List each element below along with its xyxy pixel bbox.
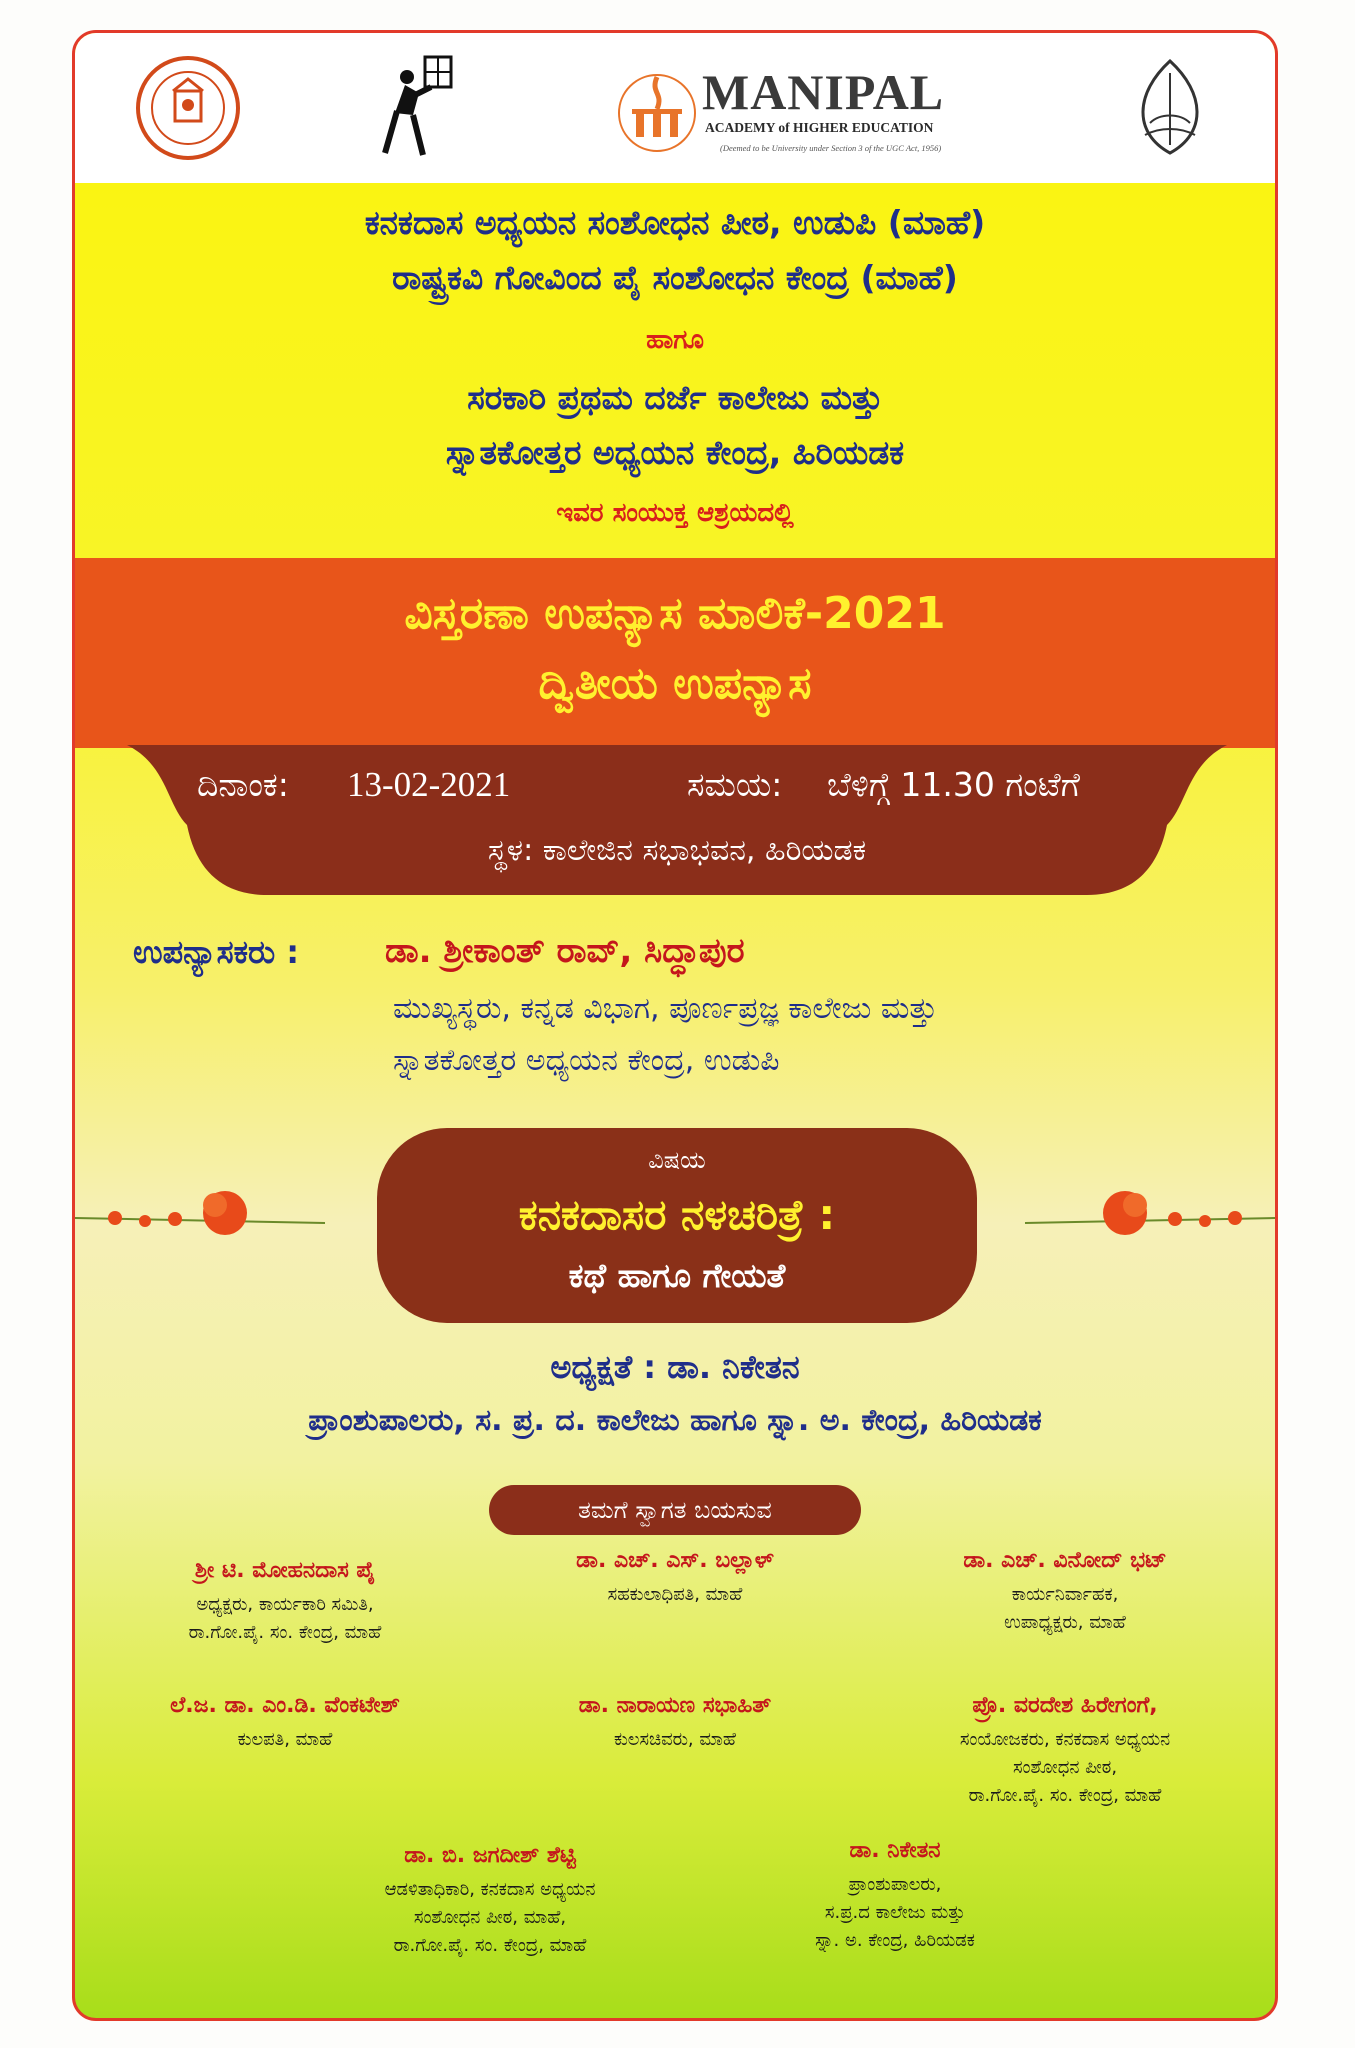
host-desig: ಸಂಶೋಧನ ಪೀಠ, <box>1012 1757 1118 1778</box>
series-title: ವಿಸ್ತರಣಾ ಉಪನ್ಯಾಸ ಮಾಲಿಕೆ-2021 <box>404 588 946 639</box>
speaker-name: ಡಾ. ಶ್ರೀಕಾಂತ್ ರಾವ್, ಸಿದ್ಧಾಪುರ <box>385 931 745 971</box>
organizer-line-4: ಸ್ನಾತಕೋತ್ತರ ಅಧ್ಯಯನ ಕೇಂದ್ರ, ಹಿರಿಯಡಕ <box>445 433 905 472</box>
host-desig: ಪ್ರಾಂಶುಪಾಲರು, <box>848 1874 942 1895</box>
manipal-tagline: (Deemed to be University under Section 3 of the UGC Act, 1956) <box>720 143 942 153</box>
time-label: ಸಮಯ: <box>687 765 783 804</box>
kanakadasa-peetha-seal-icon <box>133 53 243 163</box>
host-desig: ರಾ.ಗೋ.ಪೈ. ಸಂ. ಕೇಂದ್ರ, ಮಾಹೆ <box>968 1785 1162 1806</box>
schedule-box <box>127 745 1227 895</box>
host-desig: ಕುಲಪತಿ, ಮಾಹೆ <box>237 1729 333 1750</box>
host-desig: ಕಾರ್ಯನಿರ್ವಾಹಕ, <box>1011 1584 1119 1605</box>
host-desig: ಅಧ್ಯಕ್ಷರು, ಕಾರ್ಯಕಾರಿ ಸಮಿತಿ, <box>196 1594 374 1615</box>
series-band <box>75 558 1275 748</box>
manipal-emblem-icon <box>610 63 705 158</box>
speaker-designation-1: ಮುಖ್ಯಸ್ಥರು, ಕನ್ನಡ ವಿಭಾಗ, ಪೂರ್ಣಪ್ರಜ್ಞ ಕಾಲೇಜು ಮತ್ತು <box>393 991 938 1026</box>
manipal-subtitle: ACADEMY of HIGHER EDUCATION <box>705 120 934 135</box>
organizer-line-1: ಕನಕದಾಸ ಅಧ್ಯಯನ ಸಂಶೋಧನ ಪೀಠ, ಉಡುಪಿ (ಮಾಹೆ) <box>364 203 986 242</box>
topic-title: ಕನಕದಾಸರ ನಳಚರಿತ್ರೆ : <box>518 1190 836 1239</box>
right-flower-decoration-icon <box>975 1173 1275 1253</box>
host-card <box>495 1693 855 1754</box>
lecture-number: ದ್ವಿತೀಯ ಉಪನ್ಯಾಸ <box>538 658 812 709</box>
host-desig: ಆಡಳಿತಾಧಿಕಾರಿ, ಕನಕದಾಸ ಅಧ್ಯಯನ <box>384 1879 596 1900</box>
host-desig: ರಾ.ಗೋ.ಪೈ. ಸಂ. ಕೇಂದ್ರ, ಮಾಹೆ <box>188 1622 382 1643</box>
host-card <box>885 1693 1245 1810</box>
host-card <box>715 1838 1075 1955</box>
host-card <box>105 1693 465 1754</box>
host-desig: ರಾ.ಗೋ.ಪೈ. ಸಂ. ಕೇಂದ್ರ, ಮಾಹೆ <box>393 1935 587 1956</box>
host-card <box>105 1558 465 1647</box>
date-label: ದಿನಾಂಕ: <box>197 765 289 804</box>
time-value: ಬೆಳಿಗ್ಗೆ 11.30 ಗಂಟೆಗೆ <box>827 765 1080 804</box>
organizer-line-3: ಸರಕಾರಿ ಪ್ರಥಮ ದರ್ಜೆ ಕಾಲೇಜು ಮತ್ತು <box>467 378 883 417</box>
host-name: ಲೆ.ಜ. ಡಾ. ಎಂ.ಡಿ. ವೆಂಕಟೇಶ್ <box>170 1693 400 1718</box>
organizer-line-2: ರಾಷ್ಟ್ರಕವಿ ಗೋವಿಂದ ಪೈ ಸಂಶೋಧನ ಕೇಂದ್ರ (ಮಾಹೆ) <box>392 258 958 297</box>
speaker-label: ಉಪನ್ಯಾಸಕರು : <box>133 933 300 971</box>
host-card <box>300 1843 680 1960</box>
host-desig: ಸ.ಪ್ರ.ದ ಕಾಲೇಜು ಮತ್ತು <box>824 1902 966 1923</box>
host-card <box>885 1548 1245 1637</box>
host-name: ಡಾ. ನಿಕೇತನ <box>849 1838 941 1863</box>
jointly-line: ಇವರ ಸಂಯುಕ್ತ ಆಶ್ರಯದಲ್ಲಿ <box>556 498 794 528</box>
presidency-designation: ಪ್ರಾಂಶುಪಾಲರು, ಸ. ಪ್ರ. ದ. ಕಾಲೇಜು ಹಾಗೂ ಸ್ನಾ. ಅ. ಕೇಂದ್ರ, ಹಿರಿಯಡಕ <box>308 1403 1042 1438</box>
rashtrakavi-leaf-icon <box>1115 53 1225 163</box>
manipal-logo <box>610 63 1000 163</box>
and-connector: ಹಾಗೂ <box>646 325 704 355</box>
topic-label: ವಿಷಯ <box>648 1146 706 1174</box>
manipal-name: MANIPAL <box>702 64 945 120</box>
host-name: ಡಾ. ಎಚ್. ವಿನೋದ್ ಭಟ್ <box>963 1548 1167 1573</box>
venue: ಸ್ಥಳ: ಕಾಲೇಜಿನ ಸಭಾಭವನ, ಹಿರಿಯಡಕ <box>487 833 867 868</box>
presidency-line: ಅಧ್ಯಕ್ಷತೆ : ಡಾ. ನಿಕೇತನ <box>550 1348 800 1386</box>
host-name: ಡಾ. ನಾರಾಯಣ ಸಭಾಹಿತ್ <box>578 1693 772 1718</box>
host-desig: ಸಂಯೋಜಕರು, ಕನಕದಾಸ ಅಧ್ಯಯನ <box>959 1729 1171 1750</box>
topic-subtitle: ಕಥೆ ಹಾಗೂ ಗೇಯತೆ <box>568 1256 786 1295</box>
host-desig: ಸ್ನಾ. ಅ. ಕೇಂದ್ರ, ಹಿರಿಯಡಕ <box>815 1930 975 1951</box>
host-name: ಡಾ. ಬಿ. ಜಗದೀಶ್ ಶೆಟ್ಟಿ <box>404 1843 576 1868</box>
host-desig: ಕುಲಸಚಿವರು, ಮಾಹೆ <box>613 1729 737 1750</box>
welcome-label: ತಮಗೆ ಸ್ವಾಗತ ಬಯಸುವ <box>489 1485 861 1535</box>
host-name: ಡಾ. ಎಚ್. ಎಸ್. ಬಲ್ಲಾಳ್ <box>576 1548 774 1573</box>
kanakadasa-figure-icon <box>375 53 465 163</box>
left-flower-decoration-icon <box>75 1173 375 1253</box>
logo-bar <box>75 33 1275 183</box>
date-value: 13-02-2021 <box>347 765 511 804</box>
host-desig: ಸಹಕುಲಾಧಿಪತಿ, ಮಾಹೆ <box>607 1584 743 1605</box>
host-name: ಶ್ರೀ ಟಿ. ಮೋಹನದಾಸ ಪೈ <box>194 1558 376 1583</box>
host-desig: ಉಪಾಧ್ಯಕ್ಷರು, ಮಾಹೆ <box>1004 1612 1126 1633</box>
host-card <box>495 1548 855 1609</box>
host-name: ಪ್ರೊ. ವರದೇಶ ಹಿರೇಗಂಗೆ, <box>972 1693 1158 1718</box>
host-desig: ಸಂಶೋಧನ ಪೀಠ, ಮಾಹೆ, <box>413 1907 567 1928</box>
speaker-designation-2: ಸ್ನಾತಕೋತ್ತರ ಅಧ್ಯಯನ ಕೇಂದ್ರ, ಉಡುಪಿ <box>393 1043 780 1078</box>
invitation-card <box>72 30 1278 2021</box>
topic-box <box>377 1128 977 1323</box>
